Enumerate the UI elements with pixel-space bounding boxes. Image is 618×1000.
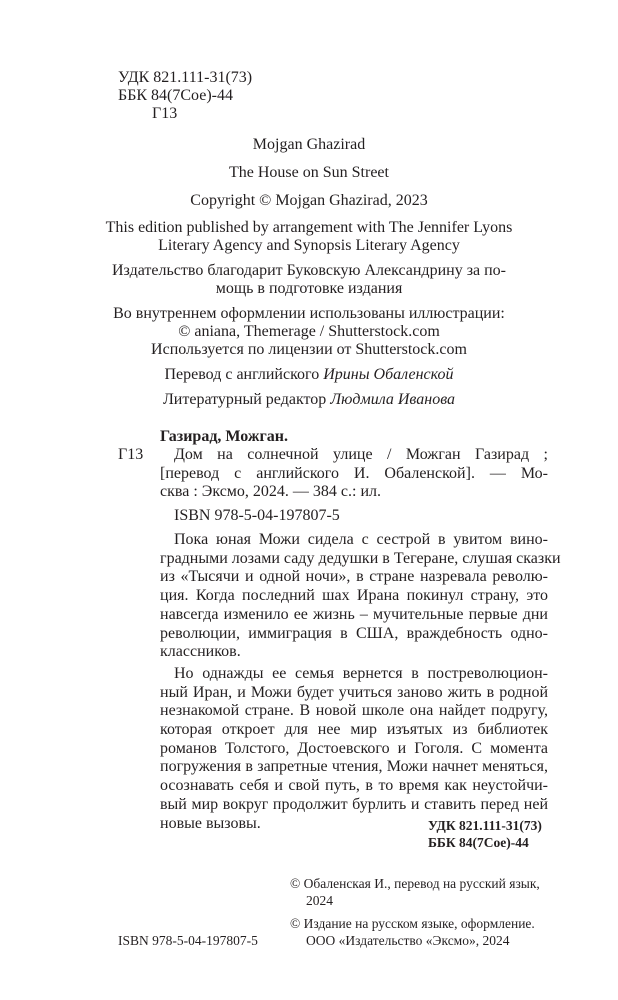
annotation-paragraph-1 [160, 531, 561, 662]
illustrations-line-1: Во внутреннем оформлении использованы иллюстрации: [113, 305, 505, 322]
annotation-line: градными лозами саду дедушки в Тегеране, слушая сказки [160, 549, 561, 567]
annotation-line: которая откроет для нее мир изъятых из библиотек [160, 721, 548, 739]
publisher-copyright-line-1: © Издание на русском языке, оформление. [290, 916, 535, 931]
annotation-line: погружения в запретные чтения, Можи начнет меняться, [160, 758, 548, 776]
annotation [160, 531, 561, 833]
catalog-heading: Газирад, Можган. [160, 428, 288, 445]
illustrations-line-3: Используется по лицензии от Shutterstock.com [151, 341, 467, 358]
annotation-line: ный Иран, и Можи будет учиться заново жить в родной [160, 683, 548, 701]
annotation-line: классников. [160, 643, 241, 661]
catalog-author-mark: Г13 [118, 446, 144, 463]
udk-code: УДК 821.111-31(73) [118, 69, 253, 86]
catalog-description [160, 446, 548, 502]
catalog-description-line-1: Дом на солнечной улице / Можган Газирад ; [174, 446, 548, 463]
copyright-line: Copyright © Mojgan Ghazirad, 2023 [190, 192, 428, 209]
original-author: Mojgan Ghazirad [252, 136, 366, 153]
annotation-paragraph-2 [160, 665, 548, 833]
annotation-line: новые вызовы. [160, 814, 261, 832]
editor-name: Людмила Иванова [330, 391, 456, 408]
original-title: The House on Sun Street [229, 164, 389, 181]
edition-note-line-2: Literary Agency and Synopsis Literary Agency [158, 237, 460, 254]
translation-copyright-line-2: 2024 [306, 893, 333, 908]
footer-isbn: ISBN 978-5-04-197807-5 [118, 933, 258, 948]
annotation-line: осознавать себя и свой путь, в то время как неустойчи- [160, 777, 548, 795]
annotation-line: романов Толстого, Достоевского и Гоголя. С момента [160, 739, 548, 757]
annotation-line: Но однажды ее семья вернется в постреволюцион- [174, 664, 548, 682]
editor-credit [0, 391, 618, 409]
catalog-isbn: ISBN 978-5-04-197807-5 [174, 507, 340, 524]
bottom-udk: УДК 821.111-31(73) [428, 818, 542, 833]
annotation-line: из «Тысячи и одной ночи», в стране назревала револю- [160, 568, 548, 586]
translation-credit [0, 366, 618, 384]
bbk-code: ББК 84(7Сое)-44 [118, 87, 233, 104]
thanks-line-2: мощь в подготовке издания [215, 280, 403, 297]
annotation-line: Пока юная Можи сидела с сестрой в увитом вино- [174, 531, 548, 548]
bottom-bbk: ББК 84(7Сое)-44 [428, 835, 529, 850]
annotation-line: незнакомой стране. В новой школе она найдет подругу, [160, 702, 548, 720]
translation-prefix: Перевод с английского [164, 366, 324, 383]
thanks-line-1: Издательство благодарит Буковскую Александрину за по- [111, 262, 507, 279]
translator-name: Ирины Обаленской [323, 366, 454, 383]
edition-note-line-1: This edition published by arrangement with The Jennifer Lyons [105, 219, 513, 236]
annotation-line: навсегда изменило ее жизнь – мучительные первые дни [160, 605, 548, 623]
annotation-line: ция. Когда последний шах Ирана покинул страну, это [160, 587, 548, 605]
catalog-description-line-2: [перевод с английского И. Обаленской]. — Мо- [160, 464, 548, 482]
annotation-line: революции, иммиграция в США, враждебность одно- [160, 624, 548, 642]
annotation-line: вый мир вокруг продолжит бурлить и ставить перед ней [160, 795, 548, 813]
translation-copyright-line-1: © Обаленская И., перевод на русский язык, [290, 876, 540, 891]
illustrations-line-2: © aniana, Themerage / Shutterstock.com [178, 323, 440, 340]
publisher-copyright-line-2: ООО «Издательство «Эксмо», 2024 [306, 933, 510, 948]
author-mark: Г13 [152, 105, 178, 122]
catalog-description-line-3: сква : Эксмо, 2024. — 384 с.: ил. [160, 483, 382, 501]
editor-prefix: Литературный редактор [162, 391, 331, 408]
